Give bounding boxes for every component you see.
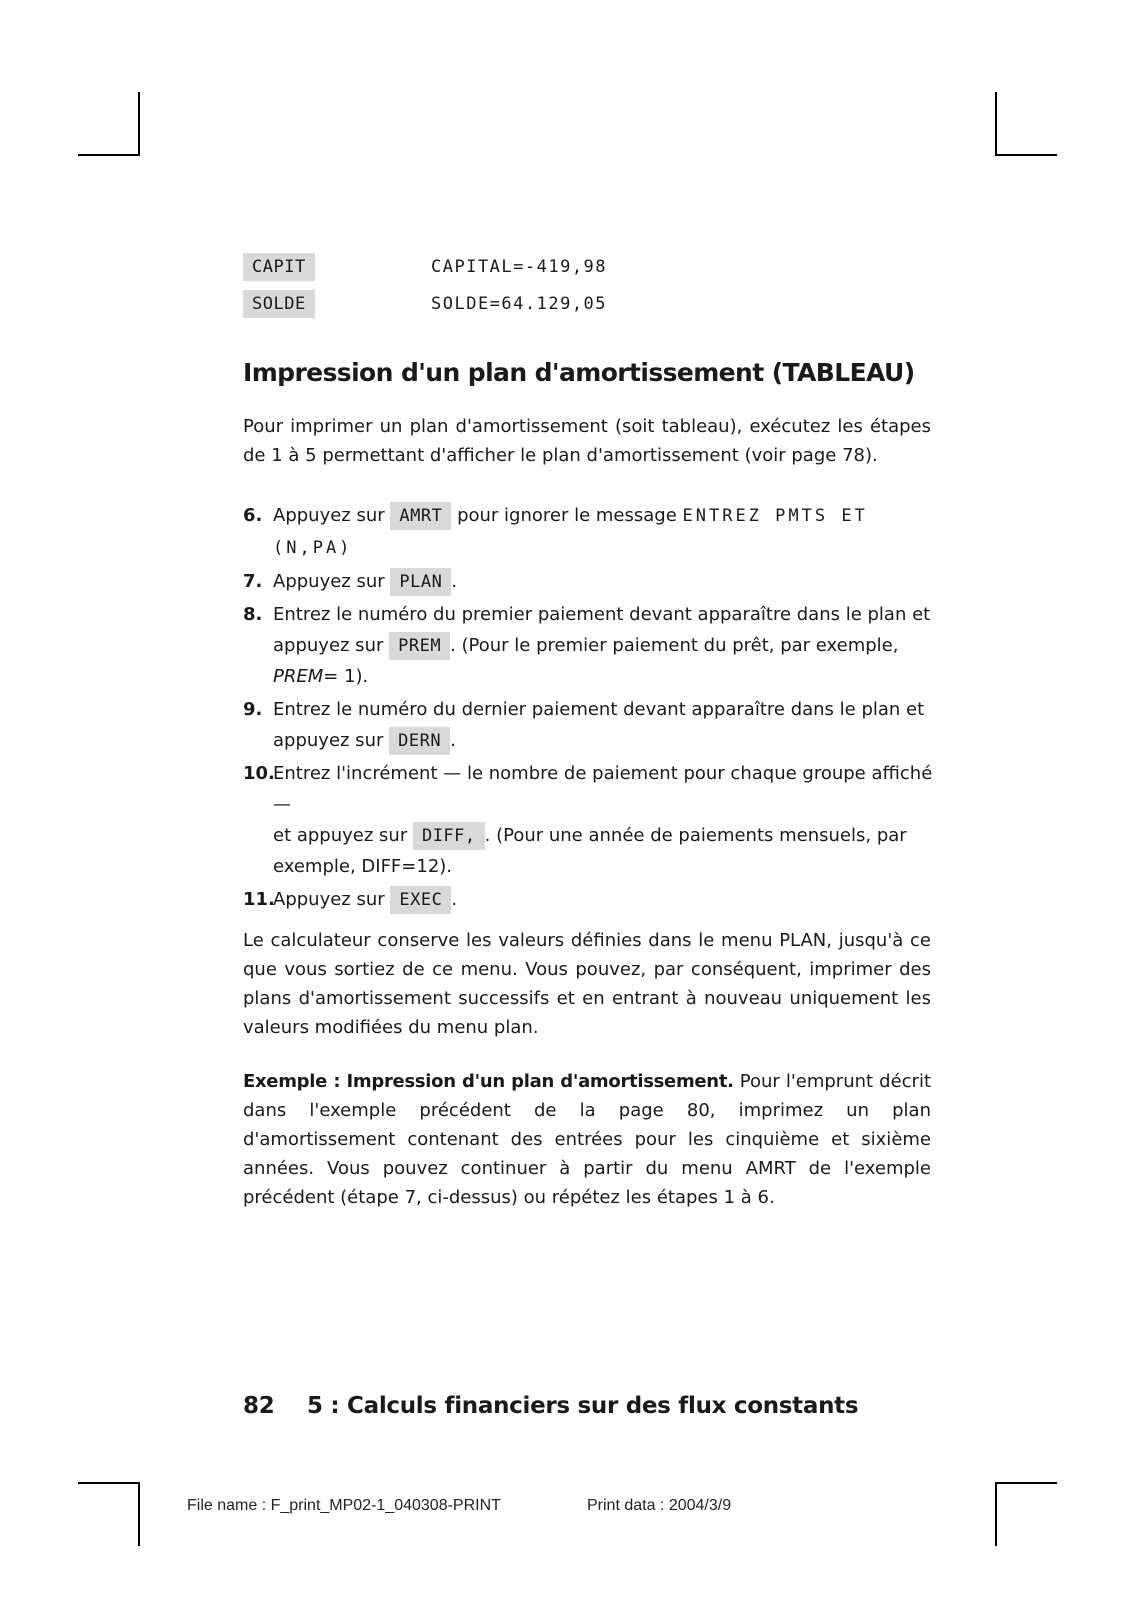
step-text: Entrez l'incrément — le nombre de paiement pour chaque groupe affiché— xyxy=(273,763,933,815)
step-number: 10. xyxy=(243,763,275,784)
step-text: Appuyez sur xyxy=(273,889,391,910)
step-text: Entrez le numéro du premier paiement devant apparaître dans le plan et xyxy=(273,604,931,625)
step-number: 7. xyxy=(243,571,263,592)
step-text: Appuyez sur xyxy=(273,571,391,592)
plan-key: PLAN xyxy=(390,568,451,596)
diff-key: DIFF, xyxy=(413,822,485,850)
step-text: Appuyez sur xyxy=(273,505,391,526)
step-text: . xyxy=(451,889,458,910)
crop-mark-top-right-h xyxy=(995,154,1057,156)
step-9 xyxy=(243,694,933,756)
example-paragraph xyxy=(243,1067,931,1212)
intro-paragraph: Pour imprimer un plan d'amortissement (soit tableau), exécutez les étapes de 1 à 5 permettant d'afficher le plan d'amortissement (voir page 78). xyxy=(243,416,931,466)
step-text: . (Pour une année de paiements mensuels, par xyxy=(484,825,907,846)
step-text: = 1). xyxy=(323,666,369,687)
step-text: . (Pour le premier paiement du prêt, par exemple, xyxy=(450,635,899,656)
step-text: et appuyez sur xyxy=(273,825,413,846)
body-paragraph: Le calculateur conserve les valeurs définies dans le menu PLAN, jusqu'à ce que vous sortiez de ce menu. Vous pouvez, par conséquent, imprimer des plans d'amortissement successifs et en entrant à nouveau uniquement les valeurs modifiées du menu plan. xyxy=(243,930,931,1038)
crop-mark-bottom-left-v xyxy=(138,1482,140,1546)
step-11 xyxy=(243,884,933,915)
step-10 xyxy=(243,758,933,882)
steps-list xyxy=(243,500,933,917)
step-number: 9. xyxy=(243,699,263,720)
dern-key: DERN xyxy=(389,727,450,755)
print-date: Print data : 2004/3/9 xyxy=(587,1497,732,1514)
step-text: appuyez sur xyxy=(273,635,390,656)
step-8 xyxy=(243,599,933,692)
crop-mark-bottom-right-h xyxy=(995,1482,1057,1484)
chapter-title: 5 : Calculs financiers sur des flux constants xyxy=(307,1393,859,1419)
example-text: Pour l'emprunt décrit dans l'exemple précédent de la page 80, imprimez un plan d'amortissement contenant des entrées pour les cinquième et sixième années. Vous pouvez continuer à partir du menu AMRT de l'exemple précédent (étape 7, ci-dessus) ou répétez les étapes 1 à 6. xyxy=(243,1071,931,1208)
file-name: File name : F_print_MP02-1_040308-PRINT xyxy=(187,1497,501,1514)
capit-key: CAPIT xyxy=(243,253,315,281)
page-number: 82 xyxy=(243,1393,275,1419)
crop-mark-top-right-v xyxy=(995,92,997,156)
step-text: Entrez le numéro du dernier paiement devant apparaître dans le plan et xyxy=(273,699,925,720)
step-number: 6. xyxy=(243,505,263,526)
display-row-solde xyxy=(243,290,663,322)
step-7 xyxy=(243,566,933,597)
prem-key: PREM xyxy=(389,632,450,660)
capital-readout: CAPITAL=-419,98 xyxy=(431,257,608,277)
example-lead: Exemple : Impression d'un plan d'amortissement. xyxy=(243,1071,734,1092)
crop-mark-top-left-h xyxy=(78,154,140,156)
crop-mark-top-left-v xyxy=(138,92,140,156)
solde-key: SOLDE xyxy=(243,290,315,318)
step-text: . xyxy=(451,571,458,592)
solde-readout: SOLDE=64.129,05 xyxy=(431,294,608,314)
display-message: ENTREZ PMTS ET (N,PA) xyxy=(273,506,868,558)
exec-key: EXEC xyxy=(390,886,451,914)
step-text: exemple, DIFF=12). xyxy=(273,856,453,877)
step-text: . xyxy=(450,730,456,751)
step-italic: PREM xyxy=(273,666,324,687)
page-footer xyxy=(243,1393,858,1419)
step-number: 11. xyxy=(243,889,275,910)
crop-mark-bottom-right-v xyxy=(995,1482,997,1546)
step-number: 8. xyxy=(243,604,263,625)
step-6 xyxy=(243,500,933,564)
section-title: Impression d'un plan d'amortissement (TABLEAU) xyxy=(243,358,915,387)
amrt-key: AMRT xyxy=(390,502,451,530)
crop-mark-bottom-left-h xyxy=(78,1482,140,1484)
display-row-capital xyxy=(243,253,663,285)
step-text: appuyez sur xyxy=(273,730,390,751)
step-text: pour ignorer le message xyxy=(451,505,683,526)
